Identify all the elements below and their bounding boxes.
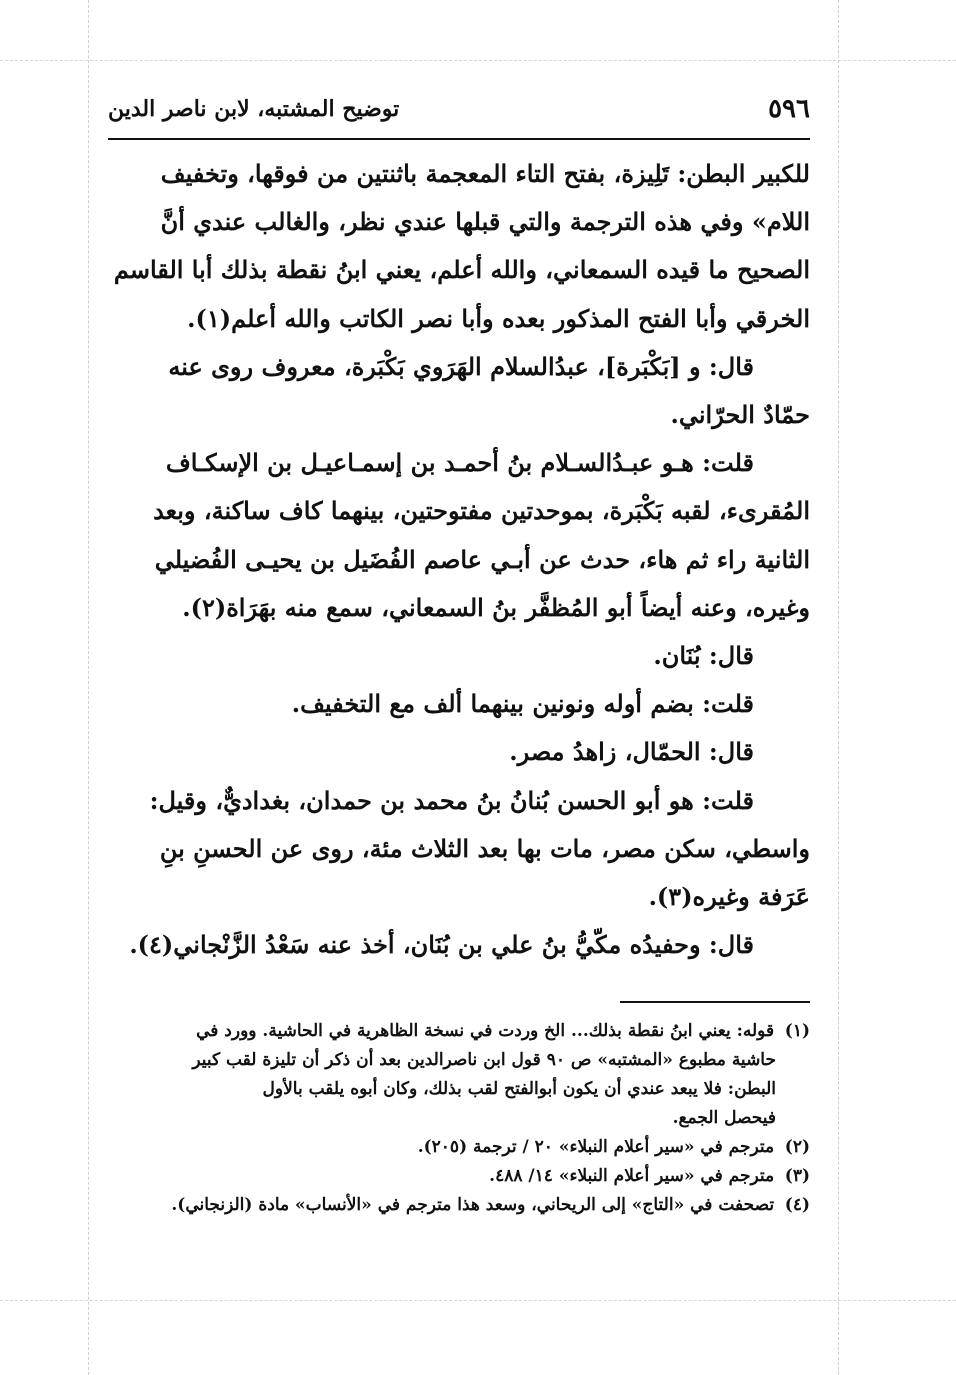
text-line: قال: و [بَكْبَرة]، عبدُالسلام الهَرَوي بَكْبَرة، معروف روى عنه [168, 351, 754, 381]
text-line: حمّادٌ الحرّاني. [670, 400, 810, 430]
footnote-2 [108, 1133, 810, 1162]
text-line: قال: وحفيدُه مكّيُّ بنُ علي بن بُنَان، أخذ عنه سَعْدُ الزَّنْجاني(٤). [129, 930, 754, 960]
text-line: وغيره، وعنه أيضاً أبو المُظفَّر بنُ السمعاني، سمع منه بهَرَاة(٢). [182, 592, 810, 622]
footnote-text: حاشية مطبوع «المشتبه» ص ٩٠ قول ابن ناصرالدين بعد أن ذكر أن تليزة لقب كبير [192, 1050, 776, 1070]
text-line: للكبير البطن: تَلِيزة، بفتح التاء المعجمة باثنتين من فوقها، وتخفيف [160, 159, 810, 188]
scan-guide-line [838, 0, 839, 1375]
text-line: الصحيح ما قيده السمعاني، والله أعلم، يعني ابنُ نقطة بذلك أبا القاسم [113, 255, 810, 285]
footnote-text: فيحصل الجمع. [672, 1108, 776, 1128]
text-line: الثانية راء ثم هاء، حدث عن أبـي عاصم الفُضَيل بن يحيـى الفُضيلي [154, 544, 810, 574]
text-line: عَرَفة وغيره(٣). [648, 882, 810, 912]
header-divider [108, 138, 810, 140]
scan-guide-line [0, 1300, 956, 1301]
text-line: قلت: هو أبو الحسن بُنانُ بنُ محمد بن حمدان، بغداديٌّ، وقيل: [149, 785, 754, 815]
footnote-number: (٣) [784, 1166, 810, 1186]
footnote-number: (٢) [784, 1137, 810, 1157]
text-line: قلت: بضم أوله ونونين بينهما ألف مع التخفيف. [291, 689, 754, 719]
footnote-text: البطن: فلا يبعد عندي أن يكون أبوالفتح لقب بذلك، وكان أبوه يلقب بالأول [262, 1079, 776, 1099]
running-title: توضيح المشتبه، لابن ناصر الدين [108, 96, 400, 122]
footnote-number: (٤) [784, 1195, 810, 1215]
text-line: قال: بُنَان. [653, 641, 754, 671]
text-line: المُقرىء، لقبه بَكْبَرة، بموحدتين مفتوحتين، بينهما كاف ساكنة، وبعد [153, 496, 810, 526]
text-line: الخرقي وأبا الفتح المذكور بعده وأبا نصر الكاتب والله أعلم(١). [187, 303, 810, 333]
text-line: قلت: هـو عبـدُالسـلام بنُ أحمـد بن إسمـاعيـل بن الإسكـاف [165, 448, 754, 478]
page-number: ٥٩٦ [768, 94, 810, 124]
footnote-text: تصحفت في «التاج» إلى الريحاني، وسعد هذا مترجم في «الأنساب» مادة (الزنجاني). [171, 1195, 775, 1215]
footnote-divider [620, 1001, 810, 1003]
scan-guide-line [0, 60, 956, 61]
footnote-text: قوله: يعني ابنُ نقطة بذلك... الخ وردت في نسخة الظاهرية في الحاشية. وورد في [196, 1021, 775, 1041]
footnote-4 [108, 1191, 810, 1220]
scan-guide-line [88, 0, 89, 1375]
footnotes [108, 1017, 810, 1220]
footnote-1 [108, 1017, 810, 1046]
footnote-number: (١) [784, 1021, 810, 1041]
text-line: قال: الحمّال، زاهدُ مصر. [509, 737, 754, 767]
text-line: اللام» وفي هذه الترجمة والتي قبلها عندي نظر، والغالب عندي أنَّ [160, 207, 810, 237]
footnote-text: مترجم في «سير أعلام النبلاء» ٢٠ / ترجمة (٢٠٥). [417, 1137, 775, 1157]
text-line: واسطي، سكن مصر، مات بها بعد الثلاث مئة، روى عن الحسنِ بنِ [159, 833, 810, 863]
footnote-text: مترجم في «سير أعلام النبلاء» ١٤/ ٤٨٨. [489, 1166, 775, 1186]
page-header [108, 92, 810, 132]
footnote-3 [108, 1162, 810, 1191]
main-text [108, 150, 810, 969]
